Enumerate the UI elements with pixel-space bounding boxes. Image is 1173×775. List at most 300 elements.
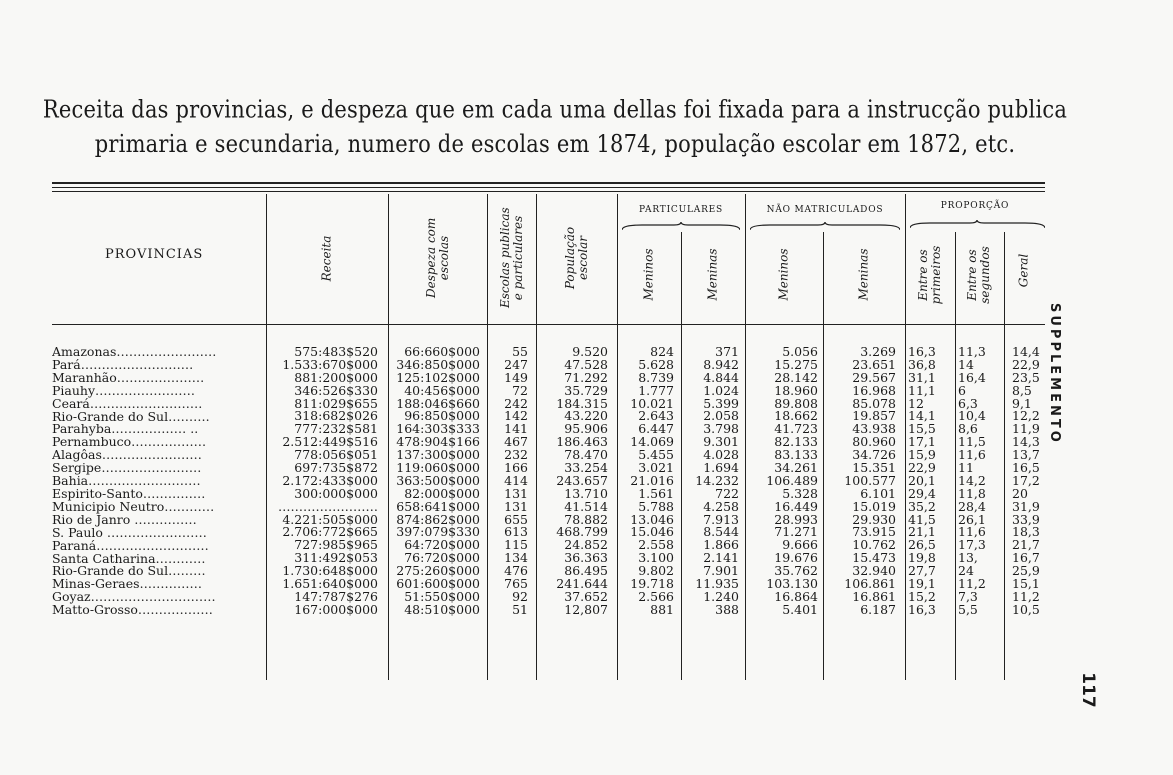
cell-despeza: 874:862$000 [396,511,480,527]
cell-nm-meninos: 5.401 [782,601,818,617]
column-segundos [958,346,996,617]
cell-geral: 20 [1012,485,1028,501]
cell-receita: 2.706:772$665 [282,524,378,540]
cell-name: Matto-Grosso……………… [52,604,213,618]
cell-nm-meninas: 15.473 [852,550,896,566]
cell-populacao: 13.710 [564,485,608,501]
cell-nm-meninas: 29.930 [852,511,896,527]
cell-part-meninas: 3.798 [703,421,739,437]
top-rule-thick [52,182,1045,184]
cell-part-meninas: 8.942 [703,356,739,372]
cell-name: Maranhão………………… [52,371,205,385]
cell-segundos: 11,6 [958,447,986,463]
cell-part-meninas: 388 [715,601,739,617]
cell-primeiros: 21,1 [908,524,936,540]
cell-despeza: 125:102$000 [396,369,480,385]
cell-geral: 14,4 [1012,344,1040,359]
cell-part-meninos: 1.777 [638,382,674,398]
cell-primeiros: 19,8 [908,550,936,566]
cell-part-meninas: 1.694 [703,460,739,476]
cell-nm-meninos: 41.723 [774,421,818,437]
group-particulares: PARTICULARES [639,205,723,215]
cell-segundos: 8,6 [958,421,978,437]
cell-receita: 778:056$051 [294,447,378,463]
cell-receita: 1.533:670$000 [282,356,378,372]
cell-geral: 11,2 [1012,588,1040,604]
cell-primeiros: 15,5 [908,421,936,437]
cell-receita: 727:985$965 [294,537,378,553]
cell-part-meninas: 14.232 [695,472,739,488]
cell-populacao: 35.729 [564,382,608,398]
col-divider [487,194,488,680]
cell-receita: 777:232$581 [294,421,378,437]
cell-nm-meninas: 15.351 [852,460,896,476]
cell-populacao: 9.520 [572,344,608,359]
cell-receita: 147:787$276 [294,588,378,604]
cell-geral: 16,5 [1012,460,1040,476]
cell-populacao: 468.799 [556,524,608,540]
cell-nm-meninos: 71.271 [774,524,818,540]
cell-receita: 2.172:433$000 [282,472,378,488]
cell-despeza: 137:300$000 [396,447,480,463]
header-populacao: População escolar [563,226,590,290]
cell-populacao: 184.315 [556,395,608,411]
cell-part-meninos: 14.069 [630,434,674,450]
cell-part-meninos: 21.016 [630,472,674,488]
cell-escolas: 72 [512,382,528,398]
cell-despeza: 96:850$000 [404,408,480,424]
column-escolas [490,346,528,617]
cell-primeiros: 36,8 [908,356,936,372]
cell-nm-meninos: 103.130 [766,576,818,592]
cell-segundos: 28,4 [958,498,986,514]
cell-part-meninos: 824 [650,344,674,359]
cell-populacao: 37.652 [564,588,608,604]
cell-name: Bahia……………………… [52,475,201,488]
column-geral [1012,346,1048,617]
cell-segundos: 17,3 [958,537,986,553]
cell-part-meninas: 1.866 [703,537,739,553]
cell-populacao: 78.470 [564,447,608,463]
cell-name: S. Paulo …………………… [52,526,207,540]
header-segundos: Entre os segundos [965,246,992,304]
cell-escolas: 166 [504,460,528,476]
cell-populacao: 36.363 [564,550,608,566]
cell-nm-meninas: 16.968 [852,382,896,398]
cell-receita: 167:000$000 [294,601,378,617]
cell-part-meninas: 8.544 [703,524,739,540]
cell-geral: 31,9 [1012,498,1040,514]
col-divider [388,194,389,680]
cell-escolas: 115 [504,537,528,553]
cell-primeiros: 35,2 [908,498,936,514]
cell-receita: 1.651:640$000 [282,576,378,592]
header-geral: Geral [1016,253,1031,288]
cell-name: Minas-Geraes…………… [52,578,203,592]
cell-part-meninas: 371 [715,344,739,359]
cell-nm-meninas: 3.269 [860,344,896,359]
cell-nm-meninos: 28.142 [774,369,818,385]
cell-despeza: 48:510$000 [404,601,480,617]
cell-part-meninas: 7.913 [703,511,739,527]
cell-receita: 318:682$026 [294,408,378,424]
header-receita: Receita [319,235,334,282]
column-nm-meninos [748,346,818,617]
group-proporcao: PROPORÇÃO [940,201,1010,211]
cell-nm-meninos: 18.662 [774,408,818,424]
cell-part-meninos: 10.021 [630,395,674,411]
cell-geral: 15,1 [1012,576,1040,592]
cell-geral: 17,2 [1012,472,1040,488]
cell-receita: 575:483$520 [294,344,378,359]
cell-escolas: 134 [504,550,528,566]
cell-despeza: 346:850$000 [396,356,480,372]
cell-part-meninos: 5.788 [638,498,674,514]
cell-name: Municipio Neutro………… [52,500,215,514]
cell-escolas: 476 [504,563,528,579]
cell-nm-meninos: 19.676 [774,550,818,566]
title-line-1: Receita das provincias, e despeza que em cada uma dellas foi fixada para a instrucção publica [42,95,1068,124]
cell-geral: 18,3 [1012,524,1040,540]
cell-part-meninas: 4.844 [703,369,739,385]
column-part-meninas [684,346,739,617]
cell-despeza: 397:079$330 [396,524,480,540]
cell-geral: 11,9 [1012,421,1040,437]
cell-segundos: 24 [958,563,974,579]
cell-segundos: 11,6 [958,524,986,540]
cell-nm-meninas: 19.857 [852,408,896,424]
page-number: 117 [1077,672,1098,708]
cell-populacao: 41.514 [564,498,608,514]
cell-primeiros: 19,1 [908,576,936,592]
cell-primeiros: 15,2 [908,588,936,604]
cell-populacao: 33.254 [564,460,608,476]
cell-geral: 33,9 [1012,511,1040,527]
cell-part-meninas: 4.258 [703,498,739,514]
cell-nm-meninas: 43.938 [852,421,896,437]
cell-populacao: 24.852 [564,537,608,553]
cell-despeza: 478:904$166 [396,434,480,450]
cell-populacao: 243.657 [556,472,608,488]
column-primeiros [908,346,941,617]
col-divider [955,232,956,680]
table-title [40,92,1070,161]
cell-part-meninos: 19.718 [630,576,674,592]
cell-nm-meninas: 100.577 [844,472,896,488]
cell-name: Amazonas…………………… [52,346,217,359]
cell-nm-meninas: 6.187 [860,601,896,617]
col-divider [823,232,824,680]
cell-primeiros: 41,5 [908,511,936,527]
cell-escolas: 149 [504,369,528,385]
cell-escolas: 232 [504,447,528,463]
cell-populacao: 43.220 [564,408,608,424]
header-nm-meninas: Meninas [856,248,871,301]
cell-populacao: 95.906 [564,421,608,437]
cell-escolas: 467 [504,434,528,450]
cell-segundos: 5,5 [958,601,978,617]
cell-receita: 4.221:505$000 [282,511,378,527]
cell-geral: 12,2 [1012,408,1040,424]
cell-part-meninas: 11.935 [695,576,739,592]
cell-part-meninas: 1.024 [703,382,739,398]
cell-part-meninos: 8.739 [638,369,674,385]
cell-part-meninas: 9.301 [703,434,739,450]
cell-segundos: 11,8 [958,485,986,501]
col-divider [536,194,537,680]
cell-despeza: 275:260$000 [396,563,480,579]
cell-primeiros: 31,1 [908,369,936,385]
cell-segundos: 11,5 [958,434,986,450]
cell-primeiros: 11,1 [908,382,936,398]
cell-despeza: 40:456$000 [404,382,480,398]
cell-part-meninos: 9.802 [638,563,674,579]
cell-receita: 311:492$053 [294,550,378,566]
cell-name: Goyaz………………………… [52,591,216,605]
cell-primeiros: 17,1 [908,434,936,450]
cell-nm-meninas: 16.861 [852,588,896,604]
top-rule-thin [52,187,1045,188]
cell-name: Rio-Grande do Sul………. [52,410,210,424]
group-nao-matriculados: NÃO MATRICULADOS [766,205,884,215]
cell-despeza: 66:660$000 [404,344,480,359]
cell-name: Alagôas…………………… [52,449,202,463]
cell-part-meninas: 2.058 [703,408,739,424]
cell-part-meninas: 5.399 [703,395,739,411]
cell-primeiros: 12 [908,395,924,411]
cell-primeiros: 16,3 [908,601,936,617]
cell-populacao: 78.882 [564,511,608,527]
brace-particulares [622,222,740,232]
cell-despeza: 164:303$333 [396,421,480,437]
cell-part-meninas: 4.028 [703,447,739,463]
column-provincias [52,346,267,617]
cell-nm-meninos: 83.133 [774,447,818,463]
cell-nm-meninos: 106.489 [766,472,818,488]
cell-despeza: 601:600$000 [396,576,480,592]
cell-despeza: 76:720$000 [404,550,480,566]
cell-geral: 23,5 [1012,369,1040,385]
cell-escolas: 765 [504,576,528,592]
cell-segundos: 11,3 [958,344,986,359]
cell-segundos: 6,3 [958,395,978,411]
cell-despeza: 188:046$660 [396,395,480,411]
cell-receita: 881:200$000 [294,369,378,385]
cell-nm-meninos: 89.808 [774,395,818,411]
cell-name: Piauhy…………………… [52,384,196,398]
cell-part-meninos: 13.046 [630,511,674,527]
cell-name: Parahyba……………… .. [52,423,199,437]
cell-escolas: 141 [504,421,528,437]
cell-despeza: 51:550$000 [404,588,480,604]
cell-receita: 2.512:449$516 [282,434,378,450]
header-bottom-rule [52,324,1045,325]
cell-part-meninas: 2.141 [703,550,739,566]
cell-segundos: 7,3 [958,588,978,604]
cell-segundos: 16,4 [958,369,986,385]
cell-geral: 22,9 [1012,356,1040,372]
cell-name: Rio de Janro …………… [52,513,197,527]
cell-geral: 10,5 [1012,601,1040,617]
column-part-meninos [620,346,674,617]
col-divider [617,194,618,680]
cell-part-meninos: 2.558 [638,537,674,553]
cell-name: Espirito-Santo…………… [52,487,206,501]
cell-escolas: 131 [504,485,528,501]
cell-escolas: 142 [504,408,528,424]
cell-part-meninos: 3.021 [638,460,674,476]
header-primeiros: Entre os primeiros [916,245,943,305]
cell-nm-meninas: 85.078 [852,395,896,411]
cell-despeza: 658:641$000 [396,498,480,514]
cell-nm-meninas: 106.861 [844,576,896,592]
cell-part-meninos: 5.455 [638,447,674,463]
column-despeza [392,346,480,617]
cell-nm-meninos: 35.762 [774,563,818,579]
cell-escolas: 92 [512,588,528,604]
cell-despeza: 82:000$000 [404,485,480,501]
cell-escolas: 414 [504,472,528,488]
cell-part-meninas: 722 [715,485,739,501]
cell-escolas: 613 [504,524,528,540]
cell-part-meninos: 2.566 [638,588,674,604]
cell-primeiros: 26,5 [908,537,936,553]
cell-geral: 16,7 [1012,550,1040,566]
cell-primeiros: 20,1 [908,472,936,488]
cell-name: Pernambuco……………… [52,436,207,450]
cell-receita: 1.730:648$000 [282,563,378,579]
cell-part-meninos: 15.046 [630,524,674,540]
cell-populacao: 86.495 [564,563,608,579]
cell-populacao: 71.292 [564,369,608,385]
cell-primeiros: 16,3 [908,344,936,359]
brace-nao-matriculados [750,222,900,232]
cell-nm-meninos: 9.666 [782,537,818,553]
cell-name: Santa Catharina………… [52,552,206,566]
cell-nm-meninas: 29.567 [852,369,896,385]
cell-despeza: 64:720$000 [404,537,480,553]
cell-nm-meninas: 15.019 [852,498,896,514]
cell-part-meninos: 881 [650,601,674,617]
cell-segundos: 10,4 [958,408,986,424]
cell-nm-meninas: 10.762 [852,537,896,553]
cell-nm-meninos: 16.449 [774,498,818,514]
cell-geral: 13,7 [1012,447,1040,463]
col-divider [1004,232,1005,680]
cell-part-meninos: 1.561 [638,485,674,501]
column-nm-meninas [826,346,896,617]
cell-nm-meninos: 16.864 [774,588,818,604]
header-nm-meninos: Meninos [776,248,791,301]
cell-receita: 697:735$872 [294,460,378,476]
cell-part-meninos: 6.447 [638,421,674,437]
cell-segundos: 14,2 [958,472,986,488]
cell-part-meninos: 3.100 [638,550,674,566]
cell-primeiros: 27,7 [908,563,936,579]
top-rule-thin-2 [52,191,1045,192]
cell-name: Pará……………………… [52,358,194,372]
cell-escolas: 55 [512,344,528,359]
cell-nm-meninos: 18.960 [774,382,818,398]
cell-geral: 8,5 [1012,382,1032,398]
cell-part-meninas: 1.240 [703,588,739,604]
cell-receita: …………………… [278,498,378,514]
cell-escolas: 655 [504,511,528,527]
cell-nm-meninos: 28.993 [774,511,818,527]
cell-nm-meninos: 34.261 [774,460,818,476]
cell-segundos: 11,2 [958,576,986,592]
cell-escolas: 51 [512,601,528,617]
cell-nm-meninas: 6.101 [860,485,896,501]
title-line-2: primaria e secundaria, numero de escolas em 1874, população escolar em 1872, etc. [94,129,1016,158]
cell-populacao: 186.463 [556,434,608,450]
cell-nm-meninas: 73.915 [852,524,896,540]
cell-name: Paraná……………………… [52,539,209,553]
brace-proporcao [910,220,1045,230]
cell-nm-meninas: 23.651 [852,356,896,372]
cell-primeiros: 22,9 [908,460,936,476]
cell-despeza: 119:060$000 [396,460,480,476]
cell-nm-meninas: 34.726 [852,447,896,463]
cell-primeiros: 15,9 [908,447,936,463]
cell-primeiros: 14,1 [908,408,936,424]
cell-escolas: 247 [504,356,528,372]
cell-segundos: 14 [958,356,974,372]
cell-segundos: 11 [958,460,974,476]
cell-geral: 14,3 [1012,434,1040,450]
cell-part-meninos: 2.643 [638,408,674,424]
header-provincias: PROVINCIAS [105,247,204,262]
side-label-supplemento: SUPPLEMENTO [1047,303,1062,445]
cell-nm-meninas: 80.960 [852,434,896,450]
cell-escolas: 242 [504,395,528,411]
cell-populacao: 47.528 [564,356,608,372]
cell-populacao: 12,807 [564,601,608,617]
cell-nm-meninas: 32.940 [852,563,896,579]
cell-receita: 811:029$655 [294,395,378,411]
header-part-meninos: Meninos [641,248,656,301]
cell-name: Ceará……………………… [52,397,203,411]
cell-nm-meninos: 15.275 [774,356,818,372]
cell-populacao: 241.644 [556,576,608,592]
column-populacao [540,346,608,617]
cell-segundos: 6 [958,382,966,398]
col-divider [745,194,746,680]
cell-receita: 300:000$000 [294,485,378,501]
cell-part-meninas: 7.901 [703,563,739,579]
cell-primeiros: 29,4 [908,485,936,501]
header-despeza: Despeza com escolas [424,217,451,298]
col-divider [681,232,682,680]
cell-nm-meninos: 5.328 [782,485,818,501]
header-escolas: Escolas publicas e particulares [498,207,525,308]
cell-nm-meninos: 82.133 [774,434,818,450]
cell-despeza: 363:500$000 [396,472,480,488]
cell-geral: 9,1 [1012,395,1032,411]
cell-segundos: 26,1 [958,511,986,527]
column-receita [270,346,378,617]
cell-segundos: 13, [958,550,978,566]
cell-geral: 21,7 [1012,537,1040,553]
cell-receita: 346:526$330 [294,382,378,398]
cell-name: Sergipe…………………… [52,462,202,476]
cell-escolas: 131 [504,498,528,514]
col-divider [905,194,906,680]
cell-nm-meninos: 5.056 [782,344,818,359]
cell-name: Rio-Grande do Sul……… [52,565,206,579]
cell-geral: 25,9 [1012,563,1040,579]
cell-part-meninos: 5.628 [638,356,674,372]
